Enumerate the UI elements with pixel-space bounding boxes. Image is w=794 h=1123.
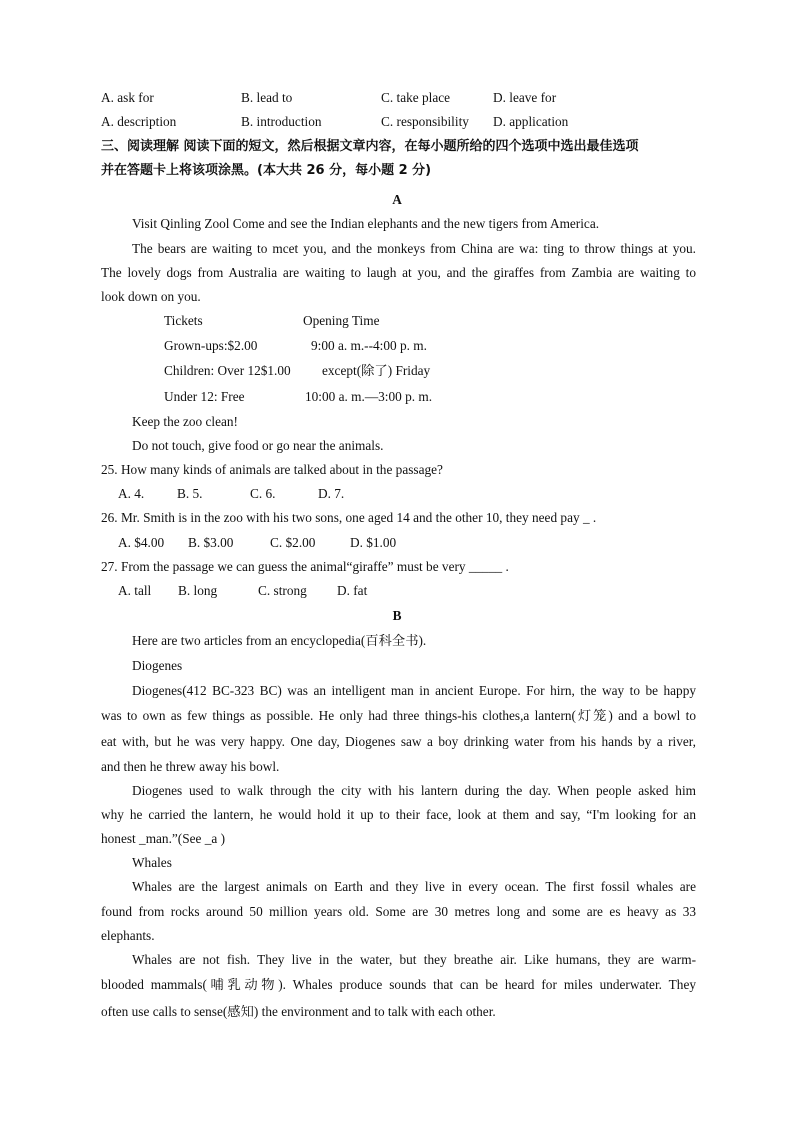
article-paragraph: Diogenes(412 BC-323 BC) was an intelligent man in ancient Europe. For hirn, the way to be happy [132, 683, 696, 698]
passage-a-paragraph: The lovely dogs from Australia are waiting to laugh at you, and the giraffes from Zambia are waiting to [101, 265, 696, 280]
article-paragraph: Diogenes used to walk through the city with his lantern during the day. When people asked him [132, 783, 696, 798]
option-d: D. $1.00 [350, 535, 397, 550]
section-heading: 三、阅读理解 阅读下面的短文，然后根据文章内容，在每小题所给的四个选项中选出最佳选项 [101, 139, 639, 154]
option-d: D. 7. [318, 486, 345, 501]
passage-a-paragraph: The bears are waiting to mcet you, and the monkeys from China are wa: ting to throw things at you. [132, 241, 696, 256]
option-a: A. ask for [101, 90, 154, 105]
article-paragraph: eat with, but he was very happy. One day, Diogenes saw a boy drinking water from his hands by a river, [101, 734, 696, 749]
option-b: B. $3.00 [188, 535, 234, 550]
article-paragraph: elephants. [101, 928, 155, 943]
option-a: A. $4.00 [118, 535, 165, 550]
question-26-options [118, 533, 418, 553]
question-25-options [118, 484, 418, 504]
question-26-stem: 26. Mr. Smith is in the zoo with his two sons, one aged 14 and the other 10, they need pay _ . [101, 510, 597, 525]
option-b: B. long [178, 583, 218, 598]
option-c: C. $2.00 [270, 535, 316, 550]
opening-time: 10:00 a. m.—3:00 p. m. [305, 389, 433, 404]
zoo-rule: Keep the zoo clean! [132, 414, 238, 429]
passage-a-label: A [392, 192, 402, 207]
question-23-options [101, 88, 701, 108]
article-paragraph: often use calls to sense(感知) the environment and to talk with each other. [101, 1004, 496, 1019]
opening-time: except(除了) Friday [322, 363, 431, 378]
opening-time: 9:00 a. m.--4:00 p. m. [311, 338, 427, 353]
passage-a-paragraph: Visit Qinling Zool Come and see the Indian elephants and the new tigers from America. [132, 216, 600, 231]
option-c: C. take place [381, 90, 451, 105]
option-c: C. strong [258, 583, 307, 598]
option-d: D. leave for [493, 90, 557, 105]
option-d: D. fat [337, 583, 368, 598]
article-paragraph: Whales are the largest animals on Earth and they live in every ocean. The first fossil whales are [132, 879, 696, 894]
article-title-diogenes: Diogenes [132, 658, 183, 673]
option-b: B. 5. [177, 486, 203, 501]
option-a: A. tall [118, 583, 152, 598]
option-c: C. responsibility [381, 114, 469, 129]
section-heading-cont: 并在答题卡上将该项涂黑。(本大共 26 分，每小题 2 分) [101, 163, 432, 178]
ticket-price: Under 12: Free [164, 389, 245, 404]
option-c: C. 6. [250, 486, 276, 501]
opening-time-header: Opening Time [303, 313, 380, 328]
option-b: B. lead to [241, 90, 293, 105]
ticket-price: Grown-ups:$2.00 [164, 338, 258, 353]
option-a: A. description [101, 114, 177, 129]
article-paragraph: blooded mammals(哺乳动物). Whales produce sounds that can be heard for miles underwater. They [101, 977, 696, 992]
article-paragraph: and then he threw away his bowl. [101, 759, 280, 774]
article-paragraph: was to own as few things as possible. He only had three things-his clothes,a lantern(灯笼) and a bowl to [101, 708, 696, 723]
passage-a-paragraph: look down on you. [101, 289, 201, 304]
article-paragraph: found from rocks around 50 million years old. Some are 30 metres long and some are es heavy as 33 [101, 904, 696, 919]
option-d: D. application [493, 114, 569, 129]
option-a: A. 4. [118, 486, 145, 501]
passage-b-intro: Here are two articles from an encyclopedia(百科全书). [132, 633, 427, 648]
article-paragraph: honest _man.”(See _a ) [101, 831, 226, 846]
option-b: B. introduction [241, 114, 322, 129]
article-paragraph: Whales are not fish. They live in the water, but they breathe air. Like humans, they are warm- [132, 952, 696, 967]
tickets-header: Tickets [164, 313, 203, 328]
zoo-rule: Do not touch, give food or go near the animals. [132, 438, 384, 453]
question-27-stem: 27. From the passage we can guess the animal“giraffe” must be very _____ . [101, 559, 509, 574]
question-24-options [101, 112, 701, 132]
question-25-stem: 25. How many kinds of animals are talked about in the passage? [101, 462, 443, 477]
question-27-options [118, 581, 418, 601]
article-paragraph: why he carried the lantern, he would hold it up to their face, look at them and say, “I'm looking for an [101, 807, 696, 822]
article-title-whales: Whales [132, 855, 172, 870]
ticket-price: Children: Over 12$1.00 [164, 363, 291, 378]
passage-b-label: B [392, 608, 402, 623]
